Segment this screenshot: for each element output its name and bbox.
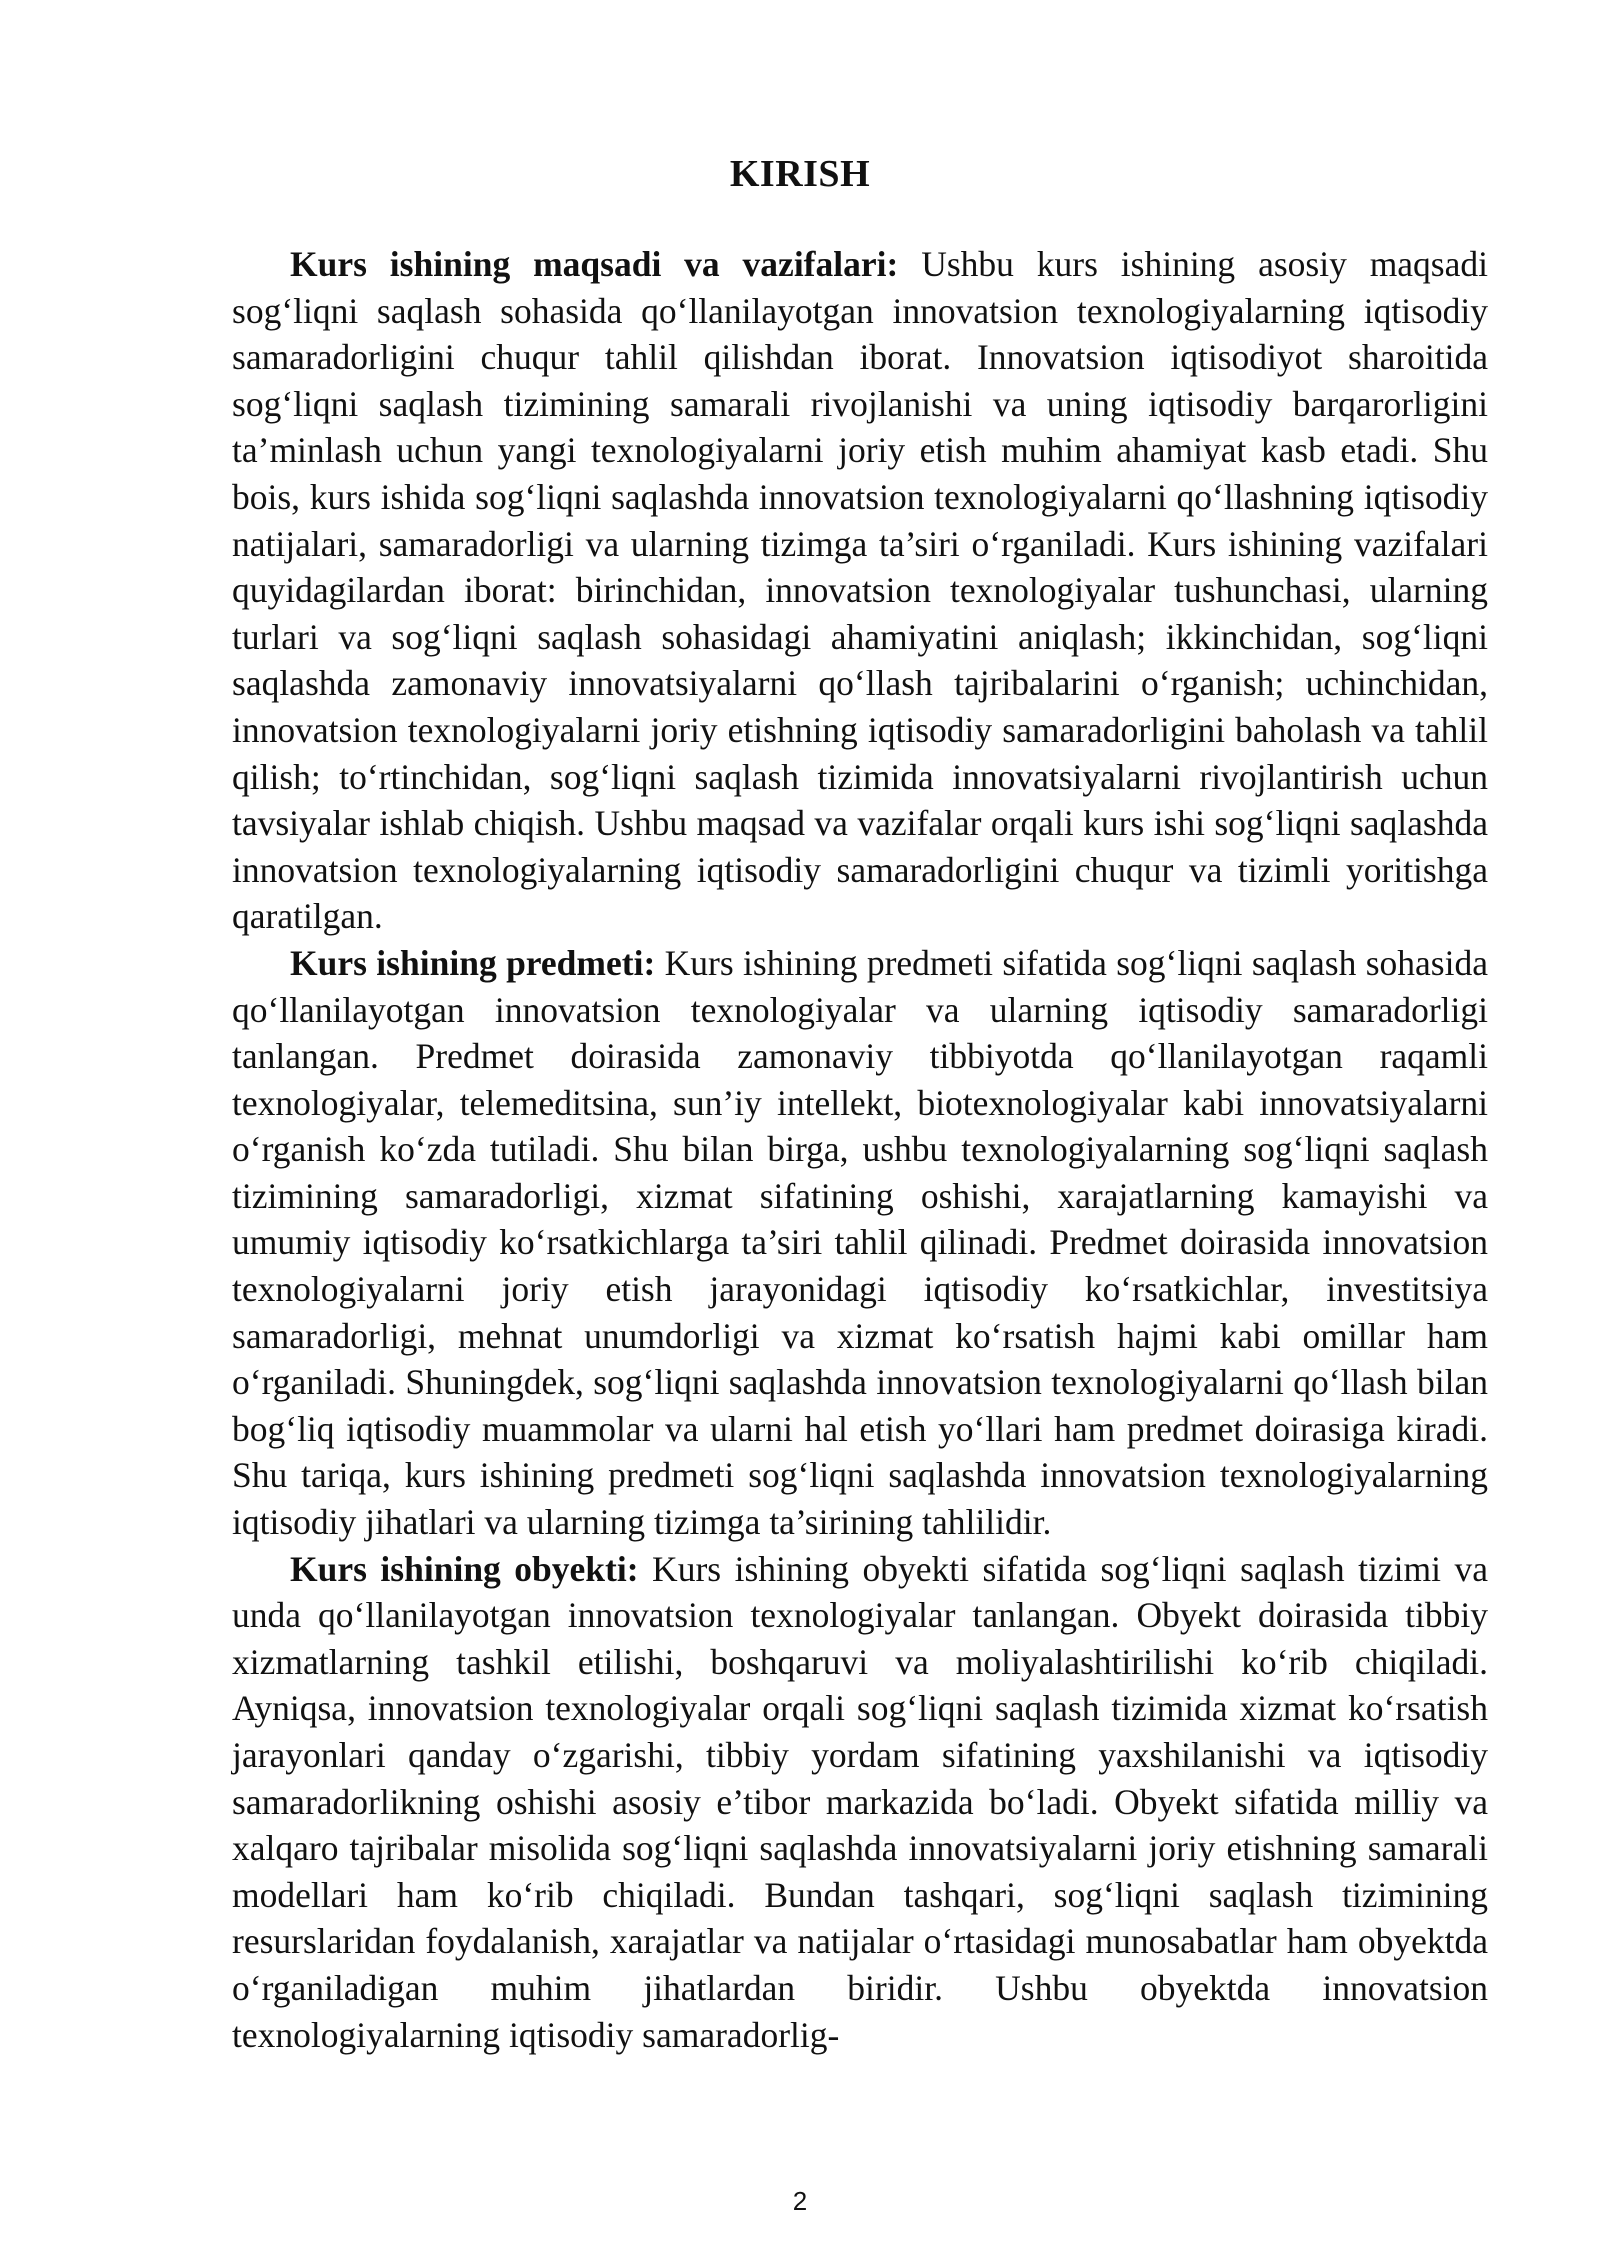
- paragraph-subject-lead: Kurs ishining predmeti:: [290, 942, 656, 983]
- page-number: 2: [792, 2186, 808, 2216]
- paragraph-goals: [232, 241, 1488, 940]
- paragraph-goals-text: Ushbu kurs ishining asosiy maqsadi sog‘liqni saqlash sohasida qo‘llanilayotgan innovatsion texnologiyalarning iqtisodiy samaradorligini chuqur tahlil qilishdan iborat. Innovatsion iqtisodiyot sharoitida sog‘liqni saqlash tizimining samarali rivojlanishi va uning iqtisodiy barqarorligini ta’minlash uchun yangi texnologiyalarni joriy etish muhim ahamiyat kasb etadi. Shu bois, kurs ishida sog‘liqni saqlashda innovatsion texnologiyalarni qo‘llashning iqtisodiy natijalari, samaradorligi va ularning tizimga ta’siri o‘rganiladi. Kurs ishining vazifalari quyidagilardan iborat: birinchidan, innovatsion texnologiyalar tushunchasi, ularning turlari va sog‘liqni saqlash sohasidagi ahamiyatini aniqlash; ikkinchidan, sog‘liqni saqlashda zamonaviy innovatsiyalarni qo‘llash tajribalarini o‘rganish; uchinchidan, innovatsion texnologiyalarni joriy etishning iqtisodiy samaradorligini baholash va tahlil qilish; to‘rtinchidan, sog‘liqni saqlash tizimida innovatsiyalarni rivojlantirish uchun tavsiyalar ishlab chiqish. Ushbu maqsad va vazifalar orqali kurs ishi sog‘liqni saqlashda innovatsion texnologiyalarning iqtisodiy samaradorligini chuqur va tizimli yoritishga qaratilgan.: [232, 244, 1488, 937]
- paragraph-subject-text: Kurs ishining predmeti sifatida sog‘liqni saqlash sohasida qo‘llanilayotgan innovatsion texnologiyalar va ularning iqtisodiy samaradorligi tanlangan. Predmet doirasida zamonaviy tibbiyotda qo‘llanilayotgan raqamli texnologiyalar, telemeditsina, sun’iy intellekt, biotexnologiyalar kabi innovatsiyalarni o‘rganish ko‘zda tutiladi. Shu bilan birga, ushbu texnologiyalarning sog‘liqni saqlash tizimining samaradorligi, xizmat sifatining oshishi, xarajatlarning kamayishi va umumiy iqtisodiy ko‘rsatkichlarga ta’siri tahlil qilinadi. Predmet doirasida innovatsion texnologiyalarni joriy etish jarayonidagi iqtisodiy ko‘rsatkichlar, investitsiya samaradorligi, mehnat unumdorligi va xizmat ko‘rsatish hajmi kabi omillar ham o‘rganiladi. Shuningdek, sog‘liqni saqlashda innovatsion texnologiyalarni qo‘llash bilan bog‘liq iqtisodiy muammolar va ularni hal etish yo‘llari ham predmet doirasiga kiradi. Shu tariqa, kurs ishining predmeti sog‘liqni saqlashda innovatsion texnologiyalarning iqtisodiy jihatlari va ularning tizimga ta’sirining tahlilidir.: [232, 942, 1488, 1543]
- paragraph-subject: [232, 940, 1488, 1546]
- document-body: [232, 241, 1488, 2058]
- paragraph-object: [232, 1546, 1488, 2059]
- paragraph-goals-lead: Kurs ishining maqsadi va vazifalari:: [290, 244, 899, 284]
- paragraph-object-text: Kurs ishining obyekti sifatida sog‘liqni saqlash tizimi va unda qo‘llanilayotgan innovatsion texnologiyalar tanlangan. Obyekt doirasida tibbiy xizmatlarning tashkil etilishi, boshqaruvi va moliyalashtirilishi ko‘rib chiqiladi. Ayniqsa, innovatsion texnologiyalar orqali sog‘liqni saqlash tizimida xizmat ko‘rsatish jarayonlari qanday o‘zgarishi, tibbiy yordam sifatining yaxshilanishi va iqtisodiy samaradorlikning oshishi asosiy e’tibor markazida bo‘ladi. Obyekt sifatida milliy va xalqaro tajribalar misolida sog‘liqni saqlashda innovatsiyalarni joriy etishning samarali modellari ham ko‘rib chiqiladi. Bundan tashqari, sog‘liqni saqlash tizimining resurslaridan foydalanish, xarajatlar va natijalar o‘rtasidagi munosabatlar ham obyektda o‘rganiladigan muhim jihatlardan biridir. Ushbu obyektda innovatsion texnologiyalarning iqtisodiy samaradorlig-: [232, 1548, 1488, 2055]
- paragraph-object-lead: Kurs ishining obyekti:: [290, 1548, 639, 1589]
- section-title: KIRISH: [729, 153, 871, 195]
